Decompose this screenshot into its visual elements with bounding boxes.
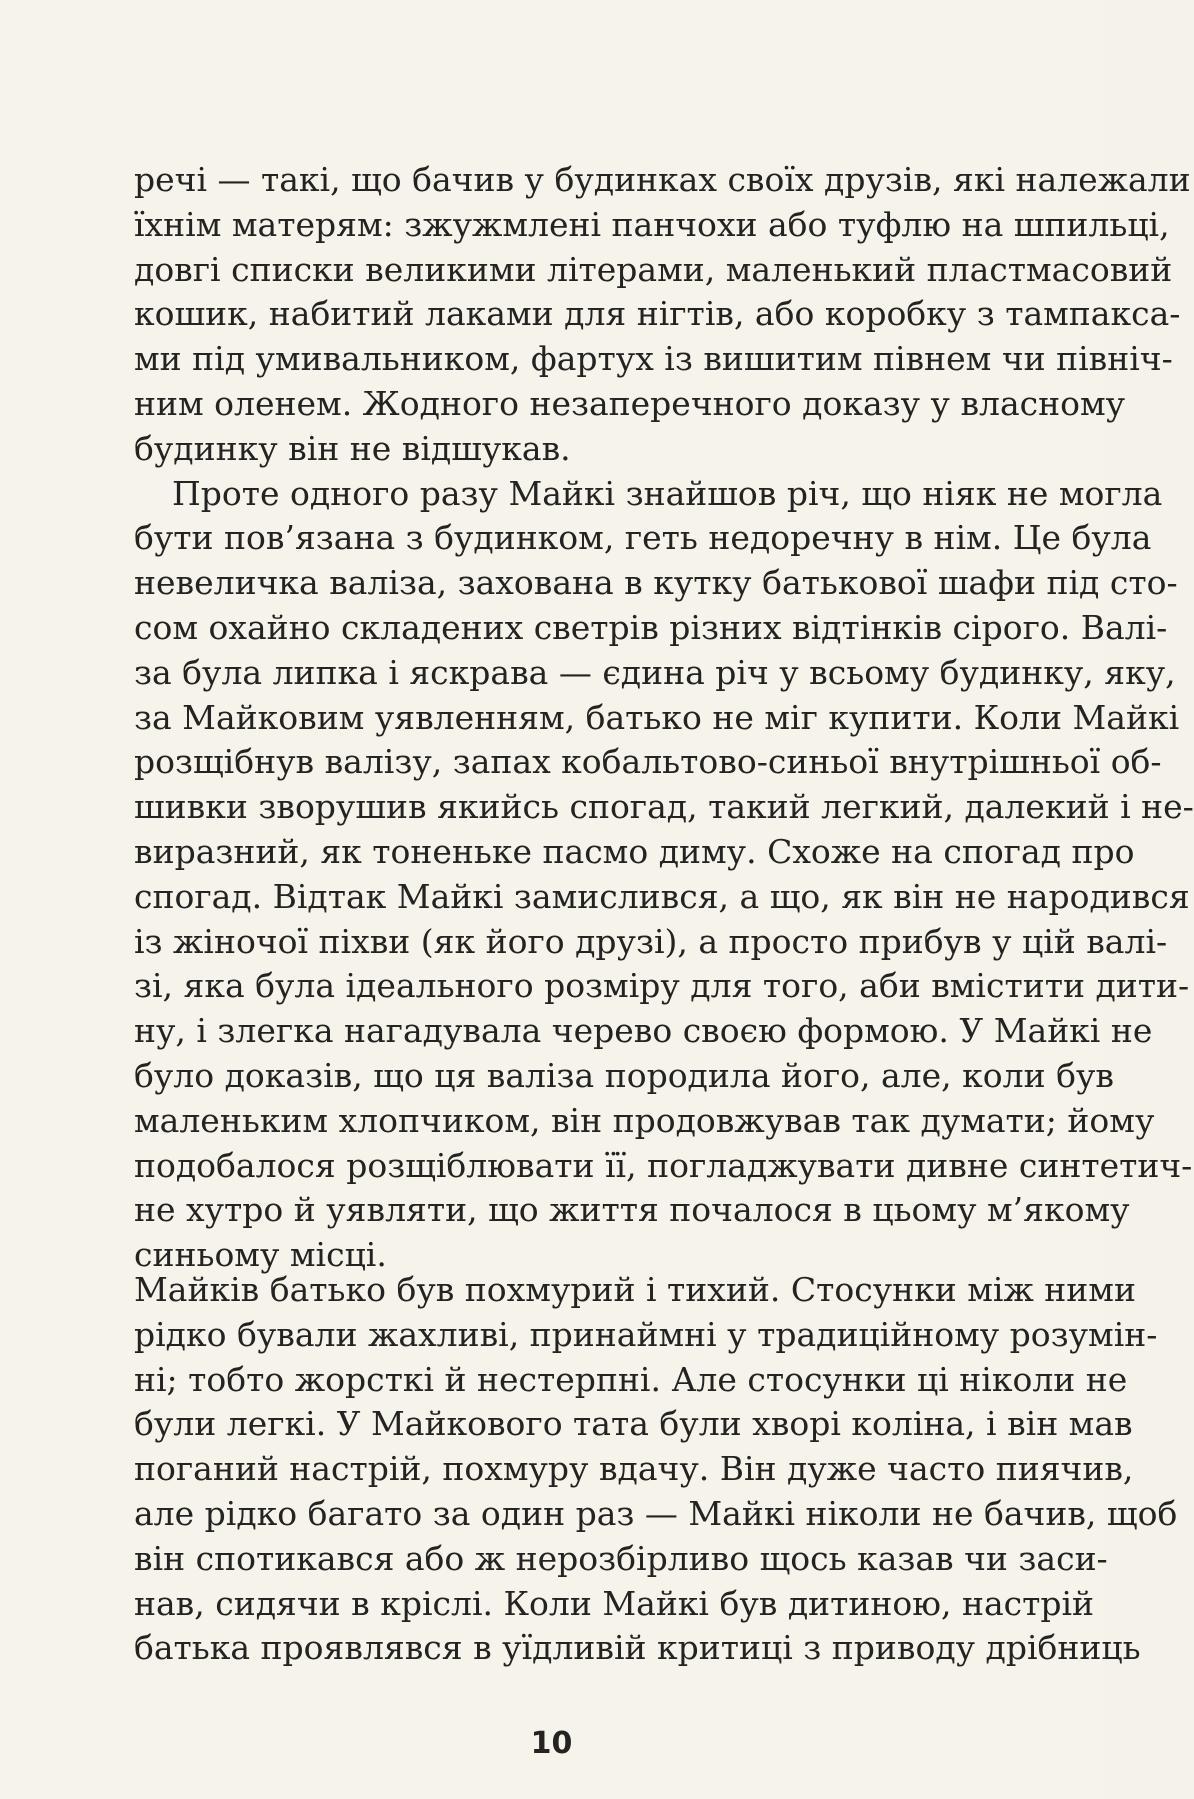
text-line: синьому місці. xyxy=(134,1235,387,1275)
text-line: ні; тобто жорсткі й нестерпні. Але стосунки ці ніколи не xyxy=(134,1359,1128,1399)
text-line: шивки зворушив якийсь спогад, такий легкий, далекий і не- xyxy=(134,787,1194,827)
text-line: невеличка валіза, захована в кутку батькової шафи під сто- xyxy=(134,563,1178,603)
text-line: було доказів, що ця валіза породила його, але, коли був xyxy=(134,1055,1114,1095)
text-line: не хутро й уявляти, що життя почалося в цьому м’якому xyxy=(134,1190,1130,1230)
text-line: бути пов’язана з будинком, геть недоречну в нім. Це була xyxy=(134,518,1152,558)
text-line: будинку він не відшукав. xyxy=(134,428,571,468)
text-line: нав, сидячи в кріслі. Коли Майкі був дитиною, настрій xyxy=(134,1583,1095,1623)
text-line: довгі списки великими літерами, маленький пластмасовий xyxy=(134,249,1173,289)
text-line: кошик, набитий лаками для нігтів, або коробку з тампакса- xyxy=(134,294,1181,334)
text-line: спогад. Відтак Майкі замислився, а що, як він не народився xyxy=(134,876,1190,916)
text-line: виразний, як тоненьке пасмо диму. Схоже на спогад про xyxy=(134,831,1135,871)
text-line: були легкі. У Майкового тата були хворі коліна, і він мав xyxy=(134,1404,1133,1444)
text-line: із жіночої піхви (як його друзі), а просто прибув у цій валі- xyxy=(134,921,1168,961)
text-block-1 xyxy=(134,158,1194,1278)
text-line: зі, яка була ідеального розміру для того, аби вмістити дити- xyxy=(134,966,1190,1006)
text-line: але рідко багато за один раз — Майкі ніколи не бачив, щоб xyxy=(134,1493,1178,1533)
text-line: ми під умивальником, фартух із вишитим півнем чи північ- xyxy=(134,339,1173,379)
text-line: він спотикався або ж нерозбірливо щось казав чи заси- xyxy=(134,1538,1108,1578)
text-line: речі — такі, що бачив у будинках своїх друзів, які належали xyxy=(134,160,1191,199)
text-line: за була липка і яскрава — єдина річ у всьому будинку, яку, xyxy=(134,652,1176,692)
text-line: ним оленем. Жодного незаперечного доказу у власному xyxy=(134,383,1126,423)
text-line: сом охайно складених светрів різних відтінків сірого. Валі- xyxy=(134,607,1168,647)
text-line: за Майковим уявленням, батько не міг купити. Коли Майкі xyxy=(134,697,1180,737)
text-line: Майків батько був похмурий і тихий. Стосунки між ними xyxy=(134,1270,1136,1309)
text-line: поганий настрій, похмуру вдачу. Він дуже часто пиячив, xyxy=(134,1449,1134,1489)
text-line: подобалося розщіблювати її, погладжувати дивне синтетич- xyxy=(134,1145,1193,1185)
text-line: батька проявлявся в уїдливій критиці з приводу дрібниць xyxy=(134,1628,1141,1668)
text-block-2 xyxy=(134,1268,1178,1671)
page-number: 10 xyxy=(530,1726,573,1761)
text-line: ну, і злегка нагадувала черево своєю формою. У Майкі не xyxy=(134,1011,1153,1051)
text-line: рідко бували жахливі, принаймні у традиційному розумін- xyxy=(134,1314,1158,1354)
text-line: маленьким хлопчиком, він продовжував так думати; йому xyxy=(134,1100,1155,1140)
text-line: Проте одного разу Майкі знайшов річ, що ніяк не могла xyxy=(172,473,1163,513)
text-line: їхнім матерям: зжужмлені панчохи або туфлю на шпильці, xyxy=(134,204,1170,244)
text-line: розщібнув валізу, запах кобальтово-синьої внутрішньої об- xyxy=(134,742,1162,782)
